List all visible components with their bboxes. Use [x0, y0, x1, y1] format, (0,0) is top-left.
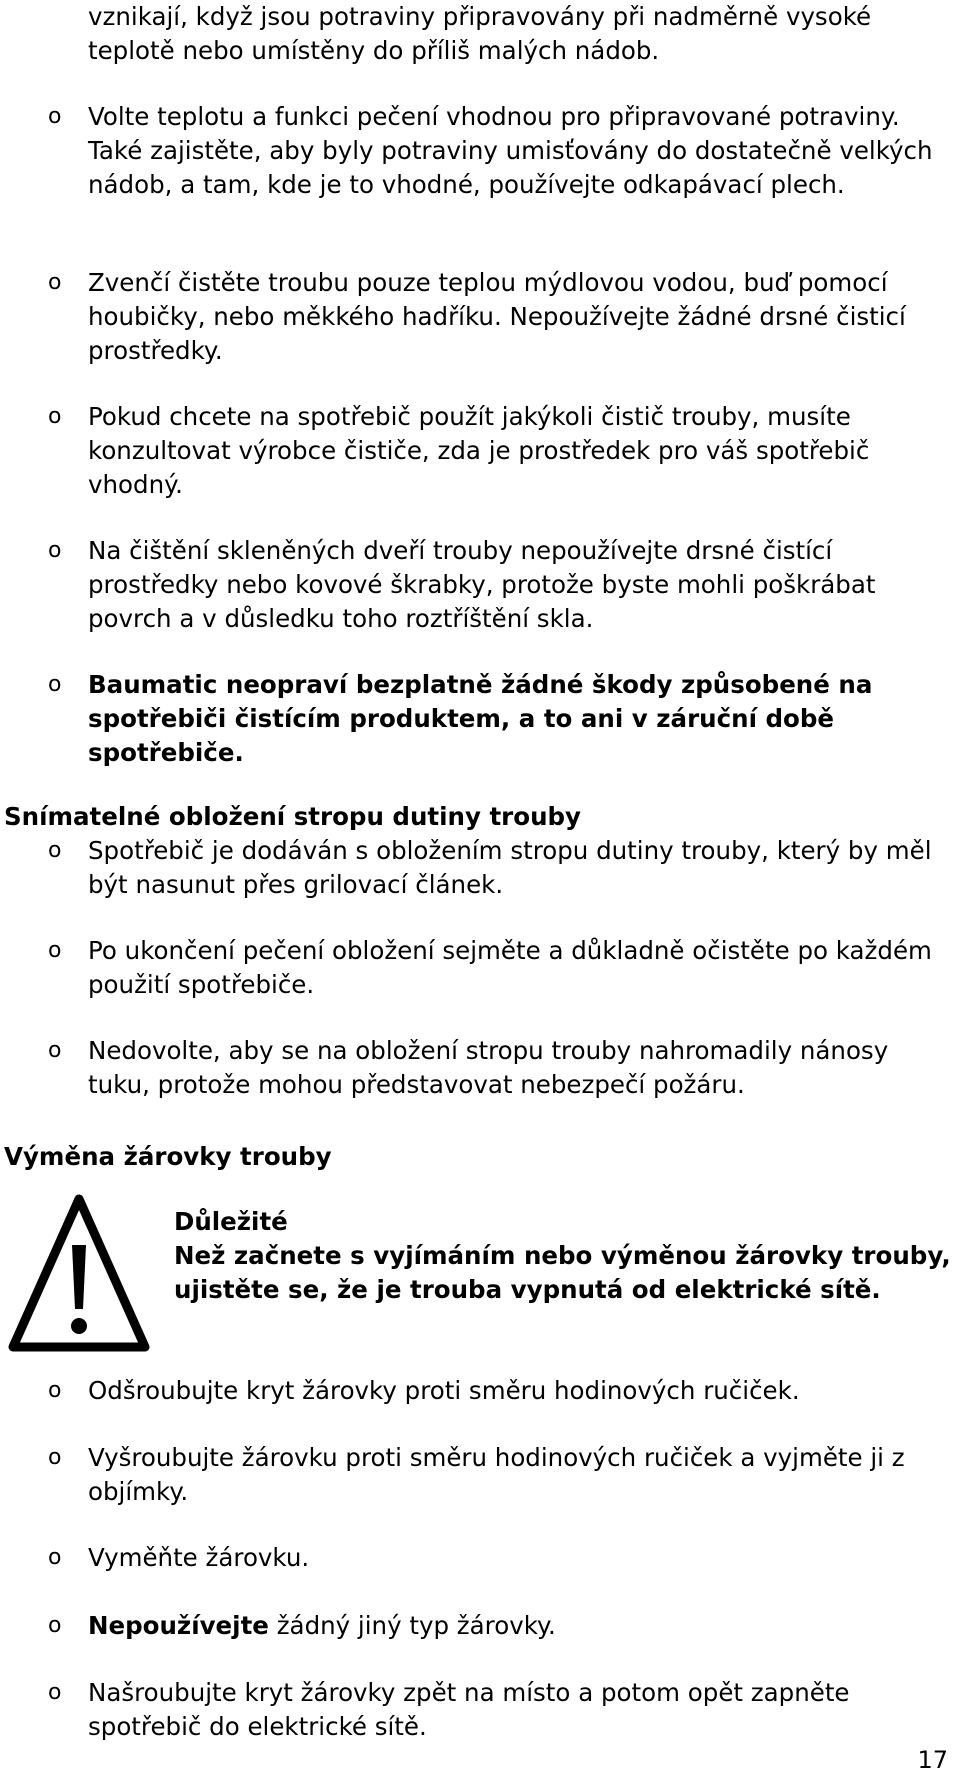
- bullet-marker: o: [48, 1680, 62, 1705]
- page-number: 17: [917, 1746, 948, 1774]
- bullet-marker: o: [48, 1545, 62, 1570]
- list-item-text: Volte teplotu a funkci pečení vhodnou pro připravované potraviny. Také zajistěte, aby byly potraviny umisťovány do dostatečně velkých nádob, a tam, kde je to vhodné, používejte odkapávací plech.: [88, 102, 933, 199]
- warranty-note-text: Baumatic neopraví bezplatně žádné škody způsobené na spotřebiči čistícím produktem, a to ani v záruční době spotřebiče.: [88, 670, 873, 767]
- list-item-text: Pokud chcete na spotřebič použít jakýkoli čistič trouby, musíte konzultovat výrobce čističe, zda je prostředek pro váš spotřebič vhodný.: [88, 402, 870, 499]
- list-item-text: [88, 1609, 953, 1643]
- bullet-marker: o: [48, 838, 62, 863]
- intro-paragraph-tail: vznikají, když jsou potraviny připravovány při nadměrně vysoké teplotě nebo umístěny do příliš malých nádob.: [88, 2, 872, 65]
- list-item-text-rest: žádný jiný typ žárovky.: [268, 1611, 556, 1640]
- bullet-marker: o: [48, 1378, 62, 1403]
- list-item-text: Zvenčí čistěte troubu pouze teplou mýdlovou vodou, buď pomocí houbičky, nebo měkkého hadříku. Nepoužívejte žádné drsné čisticí prostředky.: [88, 268, 906, 365]
- bullet-marker: o: [48, 104, 62, 129]
- warning-triangle-icon: [8, 1193, 150, 1353]
- list-item-text: Po ukončení pečení obložení sejměte a důkladně očistěte po každém použití spotřebiče.: [88, 936, 932, 999]
- bullet-marker: o: [48, 538, 62, 563]
- bullet-marker: o: [48, 938, 62, 963]
- emphasis-text: Nepoužívejte: [88, 1611, 269, 1640]
- bullet-marker: o: [48, 1038, 62, 1063]
- list-item-text: Odšroubujte kryt žárovky proti směru hodinových ručiček.: [88, 1376, 800, 1405]
- list-item-text: Na čištění skleněných dveří trouby nepoužívejte drsné čistící prostředky nebo kovové škrabky, protože byste mohli poškrábat povrch a v důsledku toho roztříštění skla.: [88, 536, 876, 633]
- list-item-text: Našroubujte kryt žárovky zpět na místo a potom opět zapněte spotřebič do elektrické sítě.: [88, 1678, 850, 1741]
- bullet-marker: o: [48, 1613, 62, 1638]
- section-heading-bulb-replacement: Výměna žárovky trouby: [4, 1142, 332, 1171]
- warning-title: Důležité: [174, 1207, 288, 1236]
- bullet-marker: o: [48, 1445, 62, 1470]
- bullet-marker: o: [48, 404, 62, 429]
- bullet-marker: o: [48, 672, 62, 697]
- list-item-text: Nedovolte, aby se na obložení stropu trouby nahromadily nánosy tuku, protože mohou představovat nebezpečí požáru.: [88, 1036, 889, 1099]
- list-item-text: Vyšroubujte žárovku proti směru hodinových ručiček a vyjměte ji z objímky.: [88, 1443, 905, 1506]
- list-item-text: Spotřebič je dodáván s obložením stropu dutiny trouby, který by měl být nasunut přes grilovací článek.: [88, 836, 932, 899]
- bullet-marker: o: [48, 270, 62, 295]
- list-item-text: Vyměňte žárovku.: [88, 1543, 310, 1572]
- warning-text: Než začnete s vyjímáním nebo výměnou žárovky trouby, ujistěte se, že je trouba vypnutá od elektrické sítě.: [174, 1241, 951, 1304]
- warning-box: [174, 1205, 954, 1307]
- section-heading-oven-liner: Snímatelné obložení stropu dutiny trouby: [4, 802, 582, 831]
